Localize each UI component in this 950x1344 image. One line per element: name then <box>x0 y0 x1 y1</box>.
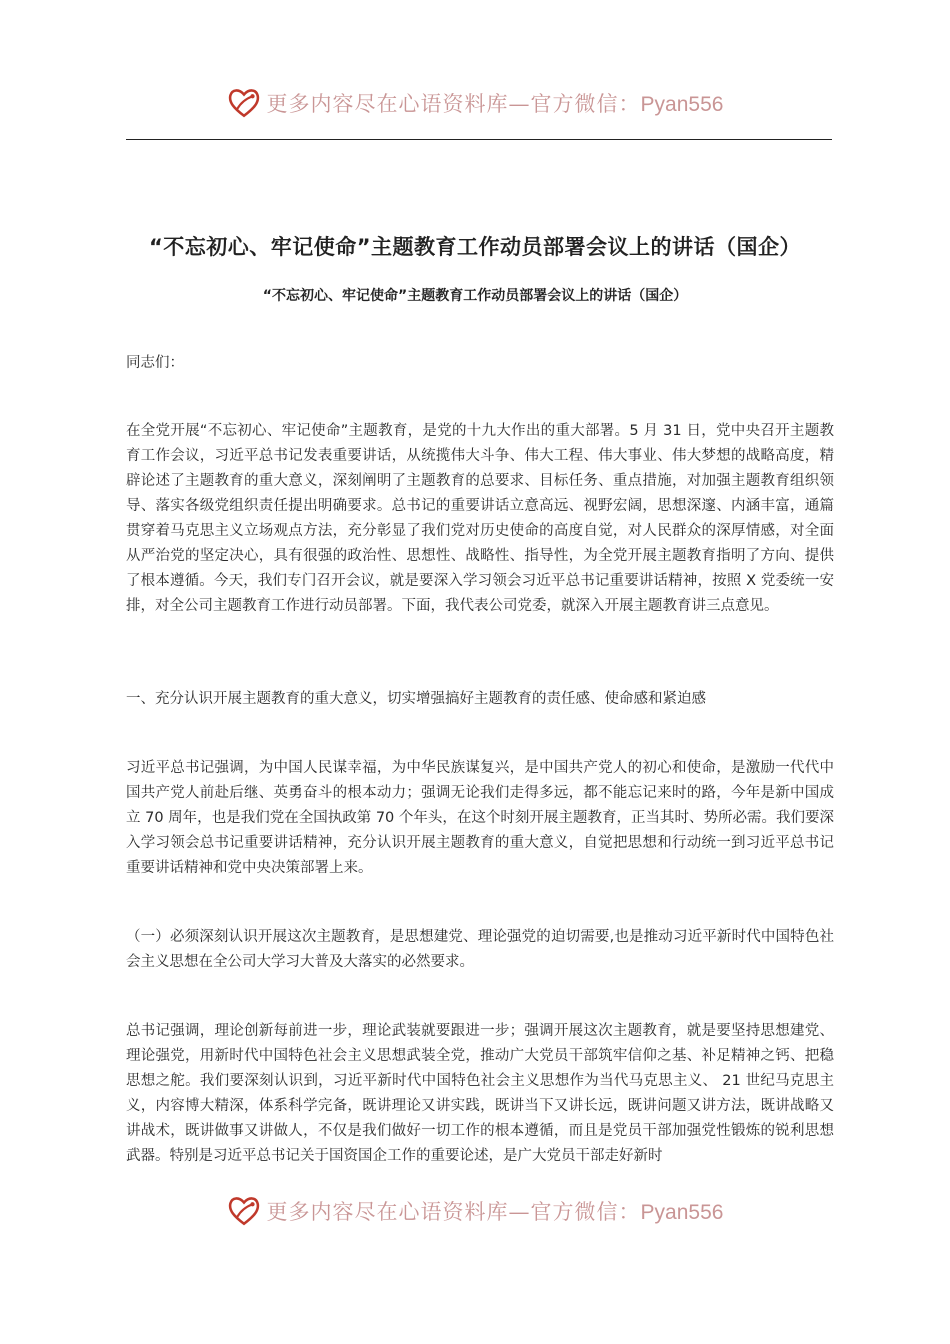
subsection-heading-1: （一）必须深刻认识开展这次主题教育，是思想建党、理论强党的迫切需要,也是推动习近平新时代中国特色社会主义思想在全公司大学习大普及大落实的必然要求。 <box>126 929 834 970</box>
heart-logo-icon <box>227 1194 261 1228</box>
page-subtitle: “不忘初心、牢记使命”主题教育工作动员部署会议上的讲话（国企） <box>262 288 688 304</box>
header-banner <box>0 83 950 123</box>
paragraph-intro: 在全党开展“不忘初心、牢记使命”主题教育，是党的十九大作出的重大部署。5 月 31 日，党中央召开主题教育工作会议，习近平总书记发表重要讲话，从统揽伟大斗争、伟大工程、伟大事业、伟大梦想的战略高度，精辟论述了主题教育的重大意义，深刻阐明了主题教育的总要求、目标任务、重点措施，对加强主题教育组织领导、落实各级党组织责任提出明确要求。总书记的重要讲话立意高远、视野宏阔，思想深邃、内涵丰富，通篇贯穿着马克思主义立场观点方法，充分彰显了我们党对历史使命的高度自觉，对人民群众的深厚情感，对全面从严治党的坚定决心，具有很强的政治性、思想性、战略性、指导性，为全党开展主题教育指明了方向、提供了根本遵循。今天，我们专门召开会议，就是要深入学习领会习近平总书记重要讲话精神，按照 X 党委统一安排，对全公司主题教育工作进行动员部署。下面，我代表公司党委，就深入开展主题教育讲三点意见。 <box>126 423 834 614</box>
banner-wechat-id: Pyan556 <box>640 1201 724 1224</box>
page-title: “不忘初心、牢记使命”主题教育工作动员部署会议上的讲话（国企） <box>148 235 802 259</box>
header-divider <box>126 139 832 140</box>
paragraph-section-1: 习近平总书记强调，为中国人民谋幸福，为中华民族谋复兴，是中国共产党人的初心和使命，是激励一代代中国共产党人前赴后继、英勇奋斗的根本动力；强调无论我们走得多远，都不能忘记来时的路，今年是新中国成立 70 周年，也是我们党在全国执政第 70 个年头，在这个时刻开展主题教育，正当其时、势所必需。我们要深入学习领会总书记重要讲话精神，充分认识开展主题教育的重大意义，自觉把思想和行动统一到习近平总书记重要讲话精神和党中央决策部署上来。 <box>126 760 834 876</box>
paragraph-subsection-1: 总书记强调，理论创新每前进一步，理论武装就要跟进一步；强调开展这次主题教育，就是要坚持思想建党、理论强党，用新时代中国特色社会主义思想武装全党，推动广大党员干部筑牢信仰之基、补足精神之钙、把稳思想之舵。我们要深刻认识到，习近平新时代中国特色社会主义思想作为当代马克思主义、 21 世纪马克思主义，内容博大精深，体系科学完备，既讲理论又讲实践，既讲当下又讲长远，既讲问题又讲方法，既讲战略又讲战术，既讲做事又讲做人，不仅是我们做好一切工作的根本遵循，而且是党员干部加强党性锻炼的锐利思想武器。特别是习近平总书记关于国资国企工作的重要论述，是广大党员干部走好新时 <box>126 1023 834 1164</box>
footer-banner <box>0 1191 950 1231</box>
banner-text: 更多内容尽在心语资料库—官方微信：Pyan556 <box>266 1200 724 1224</box>
banner-text: 更多内容尽在心语资料库—官方微信：Pyan556 <box>266 92 724 116</box>
greeting: 同志们： <box>126 355 184 371</box>
heart-logo-icon <box>227 86 261 120</box>
section-heading-1: 一、充分认识开展主题教育的重大意义，切实增强搞好主题教育的责任感、使命感和紧迫感 <box>126 691 706 707</box>
banner-wechat-id: Pyan556 <box>640 93 724 116</box>
